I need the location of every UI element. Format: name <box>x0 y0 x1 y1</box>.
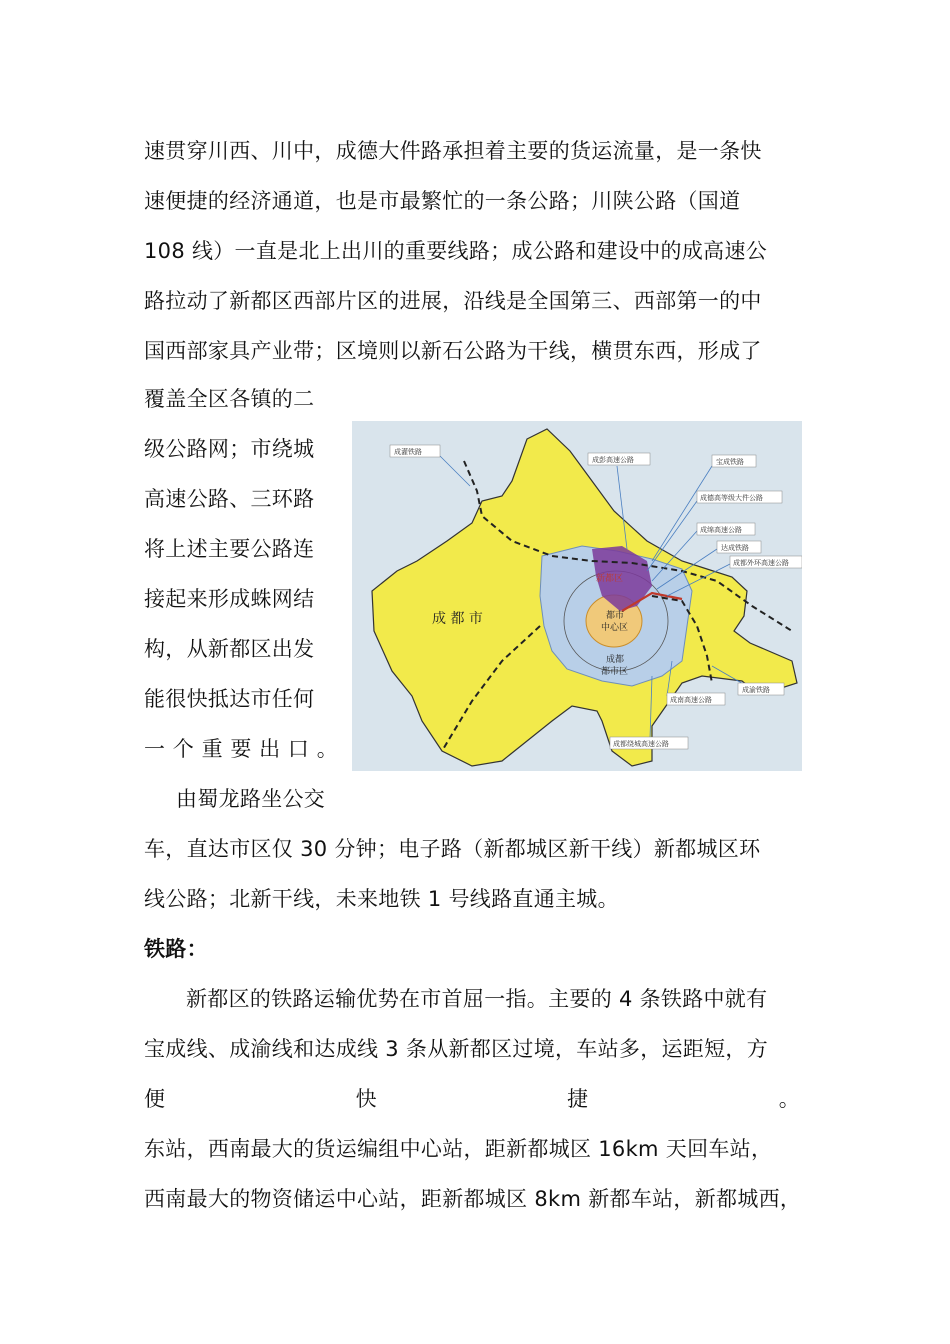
metro-label-2: 都市区 <box>601 667 629 677</box>
leader <box>440 456 470 486</box>
line-4: 路拉动了新都区西部片区的进展，沿线是全国第三、西部第一的中 <box>144 289 762 313</box>
char: 重 <box>201 737 223 761</box>
narrow-line-2: 级公路网；市绕城 <box>144 437 315 461</box>
narrow-line-5: 接起来形成蛛网结 <box>144 587 315 611</box>
narrow-line-9: 由蜀龙路坐公交 <box>176 787 326 811</box>
callout-outer-ring: 成都外环高速公路 <box>733 559 789 567</box>
narrow-line-8 <box>144 734 338 764</box>
char: 。 <box>778 1087 800 1111</box>
narrow-line-7: 能很快抵达市任何 <box>144 687 315 711</box>
map-svg <box>352 421 802 771</box>
narrow-line-6: 构，从新都区出发 <box>144 637 315 661</box>
xindu-label: 新都区 <box>596 574 624 584</box>
char: 出 <box>259 737 281 761</box>
callout-chengyu-rail: 成渝铁路 <box>742 686 770 694</box>
section-heading-rail: 铁路： <box>144 937 208 961</box>
char: 便 <box>144 1087 166 1111</box>
callout-chengguan-rail: 成灌铁路 <box>394 448 422 456</box>
callout-chengmian-highway: 成绵高速公路 <box>700 526 742 534</box>
line-6: 车，直达市区仅 30 分钟；电子路（新都城区新干线）新都城区环 <box>144 837 761 861</box>
line-12: 西南最大的物资储运中心站，距新都城区 8km 新都车站，新都城西， <box>144 1187 802 1211</box>
line-11: 东站，西南最大的货运编组中心站，距新都城区 16km 天回车站， <box>144 1137 773 1161</box>
char: 。 <box>316 737 338 761</box>
callout-baocheng-rail: 宝成铁路 <box>716 458 744 466</box>
char: 快 <box>355 1087 377 1111</box>
line-1: 速贯穿川西、川中，成德大件路承担着主要的货运流量，是一条快 <box>144 139 762 163</box>
char: 一 <box>144 737 166 761</box>
line-2: 速便捷的经济通道，也是市最繁忙的一条公路；川陕公路（国道 <box>144 189 741 213</box>
city-label: 成 都 市 <box>432 611 483 627</box>
callout-chengde-road: 成德高等级大件公路 <box>700 494 763 502</box>
core-label-2: 中心区 <box>601 623 629 633</box>
char: 口 <box>287 737 310 761</box>
line-7: 线公路；北新干线，未来地铁 1 号线路直通主城。 <box>144 887 619 911</box>
callout-chengnan-highway: 成南高速公路 <box>670 696 712 704</box>
narrow-line-4: 将上述主要公路连 <box>144 537 315 561</box>
char: 个 <box>172 737 195 761</box>
core-label-1: 都市 <box>606 611 625 621</box>
leader <box>652 466 712 561</box>
narrow-line-3: 高速公路、三环路 <box>144 487 315 511</box>
line-10 <box>144 1084 800 1114</box>
map-figure <box>352 421 802 771</box>
char: 要 <box>230 737 252 761</box>
line-3: 108 线）一直是北上出川的重要线路；成公路和建设中的成高速公 <box>144 239 768 263</box>
callout-dacheng-rail: 达成铁路 <box>721 544 749 552</box>
callout-chengpeng-highway: 成彭高速公路 <box>592 456 634 464</box>
char: 捷 <box>567 1087 589 1111</box>
narrow-line-1: 覆盖全区各镇的二 <box>144 387 315 411</box>
line-5: 国西部家具产业带；区境则以新石公路为干线，横贯东西，形成了 <box>144 339 762 363</box>
metro-label-1: 成都 <box>606 655 625 665</box>
callout-ring-expressway: 成都绕城高速公路 <box>613 740 669 748</box>
line-8: 新都区的铁路运输优势在市首屈一指。主要的 4 条铁路中就有 <box>186 987 768 1011</box>
line-9: 宝成线、成渝线和达成线 3 条从新都区过境，车站多，运距短，方 <box>144 1037 769 1061</box>
